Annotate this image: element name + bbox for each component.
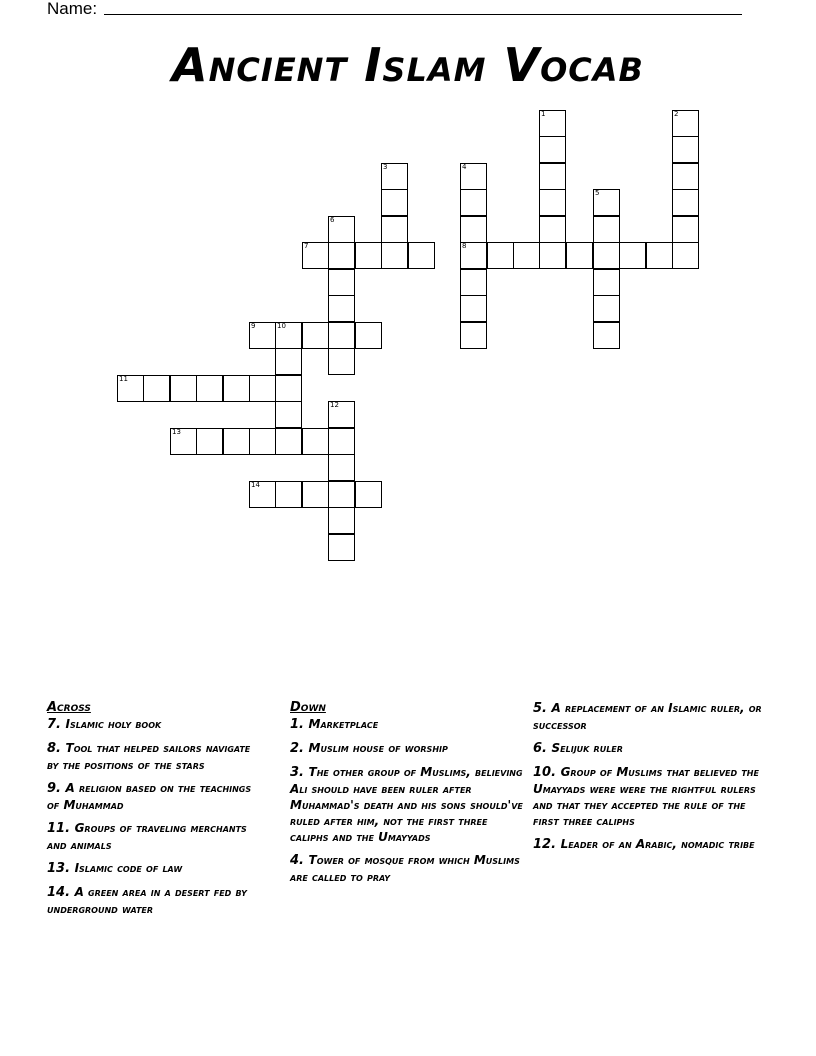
crossword-cell[interactable] <box>672 216 699 243</box>
crossword-cell[interactable] <box>328 481 355 508</box>
clue-number: 12. <box>533 837 561 852</box>
crossword-cell[interactable] <box>355 481 382 508</box>
clue-number: 10. <box>533 765 561 780</box>
crossword-cell[interactable] <box>408 242 435 269</box>
across-clue <box>47 716 262 733</box>
crossword-cell[interactable] <box>117 375 144 402</box>
clue-number: 11. <box>47 821 75 836</box>
clue-number: 9. <box>47 781 66 796</box>
clue-number: 14. <box>47 885 75 900</box>
crossword-cell[interactable] <box>275 401 302 428</box>
crossword-cell[interactable] <box>275 322 302 349</box>
crossword-cell[interactable] <box>328 295 355 322</box>
clue-number: 7. <box>47 717 66 732</box>
across-clue <box>47 884 262 917</box>
clue-number: 11 <box>119 375 128 383</box>
crossword-cell[interactable] <box>672 136 699 163</box>
crossword-cell[interactable] <box>170 375 197 402</box>
crossword-cell[interactable] <box>672 189 699 216</box>
crossword-cell[interactable] <box>593 295 620 322</box>
crossword-cell[interactable] <box>381 216 408 243</box>
clue-text: Group of Muslims that believed the Umayyads were were the rightful rulers and that they accepted the rule of the first three caliphs <box>533 765 759 828</box>
crossword-cell[interactable] <box>302 481 329 508</box>
crossword-cell[interactable] <box>381 163 408 190</box>
crossword-cell[interactable] <box>539 136 566 163</box>
down-clue <box>290 716 528 733</box>
crossword-cell[interactable] <box>593 269 620 296</box>
clue-number: 13. <box>47 861 75 876</box>
crossword-cell[interactable] <box>672 110 699 137</box>
clue-number: 2. <box>290 741 309 756</box>
crossword-cell[interactable] <box>355 322 382 349</box>
down-clue <box>533 740 773 757</box>
clue-number: 8. <box>47 741 66 756</box>
page-title: Ancient Islam Vocab <box>172 38 644 92</box>
clue-text: A green area in a desert fed by underground water <box>47 885 247 916</box>
crossword-cell[interactable] <box>249 481 276 508</box>
crossword-cell[interactable] <box>460 216 487 243</box>
crossword-cell[interactable] <box>460 269 487 296</box>
crossword-cell[interactable] <box>513 242 540 269</box>
clue-number: 6 <box>330 216 335 224</box>
down-heading: Down <box>290 700 326 715</box>
down-clue <box>290 764 528 845</box>
crossword-cell[interactable] <box>328 534 355 561</box>
crossword-cell[interactable] <box>487 242 514 269</box>
across-clue <box>47 820 262 853</box>
clue-number: 4 <box>462 163 467 171</box>
crossword-cell[interactable] <box>302 428 329 455</box>
crossword-cell[interactable] <box>593 189 620 216</box>
crossword-cell[interactable] <box>275 481 302 508</box>
crossword-cell[interactable] <box>328 242 355 269</box>
crossword-cell[interactable] <box>275 348 302 375</box>
crossword-cell[interactable] <box>460 163 487 190</box>
crossword-cell[interactable] <box>539 216 566 243</box>
crossword-cell[interactable] <box>302 242 329 269</box>
clue-number: 2 <box>674 110 679 118</box>
clue-number: 9 <box>251 322 256 330</box>
crossword-cell[interactable] <box>249 375 276 402</box>
crossword-cell[interactable] <box>460 242 487 269</box>
crossword-cell[interactable] <box>196 375 223 402</box>
clue-text: Islamic code of law <box>74 861 183 875</box>
crossword-cell[interactable] <box>170 428 197 455</box>
crossword-cell[interactable] <box>328 507 355 534</box>
crossword-cell[interactable] <box>249 322 276 349</box>
crossword-cell[interactable] <box>355 242 382 269</box>
clue-number: 3 <box>383 163 388 171</box>
crossword-cell[interactable] <box>328 428 355 455</box>
clue-number: 4. <box>290 853 309 868</box>
crossword-cell[interactable] <box>328 216 355 243</box>
across-clue <box>47 780 262 813</box>
crossword-cell[interactable] <box>593 322 620 349</box>
down-clues-continued <box>533 700 773 860</box>
crossword-cell[interactable] <box>328 348 355 375</box>
clue-number: 6. <box>533 741 552 756</box>
clue-text: Leader of an Arabic, nomadic tribe <box>560 837 755 851</box>
clue-text: Marketplace <box>308 717 379 731</box>
crossword-cell[interactable] <box>302 322 329 349</box>
across-clue <box>47 740 262 773</box>
down-clue <box>533 836 773 853</box>
crossword-cell[interactable] <box>328 322 355 349</box>
clue-number: 12 <box>330 401 339 409</box>
crossword-cell[interactable] <box>381 242 408 269</box>
across-clues <box>47 700 262 924</box>
clue-number: 3. <box>290 765 309 780</box>
clue-number: 8 <box>462 242 467 250</box>
clue-text: Islamic holy book <box>65 717 162 731</box>
crossword-cell[interactable] <box>249 428 276 455</box>
down-clue <box>290 740 528 757</box>
crossword-cell[interactable] <box>328 269 355 296</box>
clue-number: 1 <box>541 110 546 118</box>
across-heading: Across <box>47 700 91 715</box>
crossword-cell[interactable] <box>275 375 302 402</box>
down-clue <box>533 764 773 829</box>
crossword-cell[interactable] <box>646 242 673 269</box>
clue-number: 7 <box>304 242 309 250</box>
crossword-cell[interactable] <box>672 242 699 269</box>
crossword-cell[interactable] <box>223 375 250 402</box>
crossword-cell[interactable] <box>460 295 487 322</box>
crossword-cell[interactable] <box>328 401 355 428</box>
clue-number: 10 <box>277 322 286 330</box>
clue-number: 13 <box>172 428 181 436</box>
clue-number: 5 <box>595 189 600 197</box>
clue-text: A replacement of an Islamic ruler, or successor <box>533 701 762 732</box>
crossword-cell[interactable] <box>460 322 487 349</box>
crossword-cell[interactable] <box>539 163 566 190</box>
crossword-cell[interactable] <box>381 189 408 216</box>
crossword-cell[interactable] <box>223 428 250 455</box>
clue-text: Tool that helped sailors navigate by the positions of the stars <box>47 741 251 772</box>
clue-text: Muslim house of worship <box>308 741 448 755</box>
crossword-cell[interactable] <box>566 242 593 269</box>
clue-number: 1. <box>290 717 309 732</box>
crossword-cell[interactable] <box>539 189 566 216</box>
clue-text: Groups of traveling merchants and animals <box>47 821 247 852</box>
crossword-cell[interactable] <box>593 242 620 269</box>
clue-text: Selijuk ruler <box>551 741 623 755</box>
clue-text: A religion based on the teachings of Muhammad <box>47 781 252 812</box>
down-clue <box>533 700 773 733</box>
clue-number: 5. <box>533 701 552 716</box>
crossword-cell[interactable] <box>275 428 302 455</box>
crossword-cell[interactable] <box>539 242 566 269</box>
name-label: Name: <box>47 0 98 18</box>
clue-number: 14 <box>251 481 260 489</box>
crossword-cell[interactable] <box>460 189 487 216</box>
down-clue <box>290 852 528 885</box>
crossword-cell[interactable] <box>593 216 620 243</box>
crossword-cell[interactable] <box>196 428 223 455</box>
crossword-cell[interactable] <box>143 375 170 402</box>
crossword-cell[interactable] <box>619 242 646 269</box>
crossword-cell[interactable] <box>539 110 566 137</box>
down-clues <box>290 700 528 892</box>
crossword-cell[interactable] <box>328 454 355 481</box>
clue-text: The other group of Muslims, believing Ali should have been ruler after Muhammad's death and his sons should've ruled after him, not the first three caliphs and the Umayyads <box>290 765 523 844</box>
clue-text: Tower of mosque from which Muslims are called to pray <box>290 853 520 884</box>
crossword-cell[interactable] <box>672 163 699 190</box>
across-clue <box>47 860 262 877</box>
